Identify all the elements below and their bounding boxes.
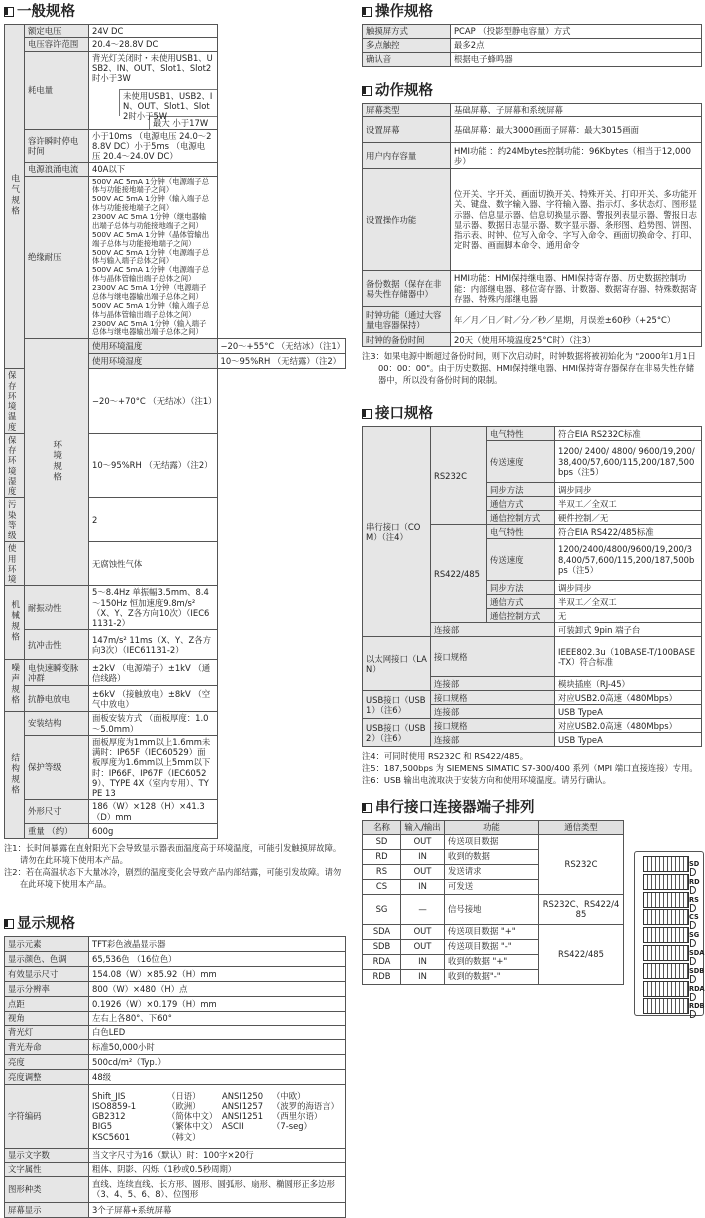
- display-spec-table: [4, 936, 346, 1218]
- section-marker-icon: [362, 803, 372, 813]
- spec-value: HMI功能：HMI保持继电器、HMI保持寄存器、历史数据控制功能：内部继电器、移位寄存器、计数器、数据寄存器、特殊数据寄存器、特殊内部继电器: [451, 271, 702, 307]
- pin-row: SDA OUT 传送项目数据 "+" RS422/485: [363, 924, 624, 939]
- section-marker-icon: [362, 409, 372, 419]
- spec-label: 设置屏幕: [363, 117, 451, 143]
- table-row: [5, 1202, 346, 1217]
- spec-value: 模块插座（RJ-45）: [555, 677, 702, 691]
- group-noise: 噪声规格: [5, 660, 25, 712]
- table-row: [363, 637, 702, 677]
- spec-label: 备份数据（保存在非易失性存储器中）: [363, 271, 451, 307]
- spec-value: 根据电子蜂鸣器: [451, 53, 702, 67]
- table-row: [363, 169, 702, 271]
- spec-value: 10～95%RH （无结露）（注2）: [217, 354, 346, 369]
- operation-spec-heading: 操作规格: [362, 0, 702, 24]
- spec-label: 字符编码: [5, 1084, 89, 1148]
- operation-spec-table: [362, 24, 702, 67]
- spec-label: 时钟的备份时间: [363, 333, 451, 347]
- spec-value: 符合EIA RS232C标准: [555, 427, 702, 441]
- spec-label: 使用环境温度: [89, 339, 218, 354]
- pin-label: RS: [689, 896, 703, 912]
- spec-label: 屏幕类型: [363, 104, 451, 117]
- spec-label: 接口规格: [431, 719, 555, 733]
- spec-label: 绝缘耐压: [25, 176, 89, 339]
- spec-value: 147m/s² 11ms（X、Y、Z各方向3次）（IEC61131-2）: [89, 630, 218, 660]
- spec-label: 文字属性: [5, 1162, 89, 1176]
- spec-label: 使用环境湿度: [89, 354, 218, 369]
- spec-value: −20～+70°C （无结冰）（注1）: [89, 369, 218, 434]
- spec-value: 无: [555, 609, 702, 623]
- pin-layout-heading: 串行接口连接器端子排列: [362, 796, 702, 820]
- spec-value: 调步同步: [555, 483, 702, 497]
- spec-label: 额定电压: [25, 25, 89, 38]
- spec-label: 用户内存容量: [363, 143, 451, 169]
- spec-value: 基础屏幕、子屏幕和系统屏幕: [451, 104, 702, 117]
- pin-terminal: [643, 909, 689, 925]
- spec-value: 年／月／日／时／分／秒／星期，月误差±60秒（+25°C）: [451, 307, 702, 333]
- pin-row: RDA IN 收到的数据 "+": [363, 954, 624, 969]
- spec-value: 面板安装方式 （面板厚度：1.0～5.0mm）: [89, 712, 218, 736]
- spec-value: USB TypeA: [555, 705, 702, 719]
- comm-type: RS422/485: [539, 924, 624, 984]
- spec-label: 通信方式: [487, 497, 555, 511]
- spec-label: 设置操作功能: [363, 169, 451, 271]
- spec-value: HMI功能 ：约24Mbytes控制功能：96Kbytes（相当于12,000步）: [451, 143, 702, 169]
- spec-value: 标准50,000小时: [89, 1039, 346, 1054]
- table-row: [5, 1148, 346, 1162]
- group-mechanical: 机械规格: [5, 586, 25, 660]
- table-row: [363, 719, 702, 733]
- power-value-3: 最大 小于17W: [149, 116, 217, 129]
- spec-value: 符合EIA RS422/485标准: [555, 525, 702, 539]
- spec-value: USB TypeA: [555, 733, 702, 747]
- spec-label: 多点触控: [363, 39, 451, 53]
- display-spec-heading: 显示规格: [4, 912, 346, 936]
- spec-label: 接口规格: [431, 691, 555, 705]
- section-marker-icon: [362, 7, 372, 17]
- pin-label: SD: [689, 860, 703, 876]
- spec-value: 500cd/m²（Typ.）: [89, 1054, 346, 1069]
- spec-label: 图形种类: [5, 1176, 89, 1202]
- pin-row: SD OUT 传送项目数据 RS232C: [363, 834, 624, 849]
- spec-value: 面板厚度为1mm以上1.6mm未满时：IP65F（IEC60529）面板厚度为1.6mm以上5mm以下时：IP66F、IP67F（IEC60529）、TYPE 4X（室内专用）、TYPE 13: [89, 735, 218, 800]
- spec-label: 污染等级: [5, 498, 25, 542]
- spec-label: 重量 （约）: [25, 823, 89, 838]
- spec-value: 无腐蚀性气体: [89, 542, 218, 586]
- connector-diagram: [634, 851, 704, 1016]
- pin-label: SDB: [689, 967, 704, 983]
- pin-label: RDB: [689, 1002, 705, 1018]
- spec-label: 安装结构: [25, 712, 89, 736]
- encoding-row: Shift_JIS （日语） ANSI1250 （中欧）: [92, 1090, 306, 1101]
- table-row: [5, 1176, 346, 1202]
- group-label: 以太网接口（LAN）: [363, 637, 431, 691]
- spec-label: 连接部: [431, 677, 555, 691]
- table-row: [363, 271, 702, 307]
- port-label: RS232C: [431, 427, 487, 525]
- spec-label: 通信控制方式: [487, 609, 555, 623]
- port-label: RS422/485: [431, 525, 487, 623]
- table-row: [5, 1162, 346, 1176]
- spec-value: 20天（使用环境温度25°C时）（注3）: [451, 333, 702, 347]
- pin-row: RS OUT 发送请求: [363, 864, 624, 879]
- table-row: [363, 117, 702, 143]
- section-marker-icon: [4, 919, 14, 929]
- action-spec-heading: 动作规格: [362, 79, 702, 103]
- pin-label: RD: [689, 878, 703, 894]
- right-column: [362, 0, 705, 1011]
- spec-value: 0.1926（W）×0.179（H）mm: [89, 996, 346, 1011]
- spec-label: 电压容许范围: [25, 38, 89, 51]
- spec-value: TFT彩色液晶显示器: [89, 936, 346, 951]
- spec-value: 对应USB2.0高速（480Mbps）: [555, 719, 702, 733]
- pin-terminal: [643, 998, 689, 1014]
- spec-label: 屏幕显示: [5, 1202, 89, 1217]
- spec-label: 视角: [5, 1011, 89, 1025]
- group-label: USB接口（USB2）（注6）: [363, 719, 431, 747]
- spec-value: 600g: [89, 823, 218, 838]
- table-row: [363, 427, 702, 441]
- table-row: [363, 104, 702, 117]
- spec-value: 直线、连续直线、长方形、圆形、圆弧形、扇形、椭圆形正多边形（3、4、5、6、8）、位图形: [89, 1176, 346, 1202]
- table-row: [363, 333, 702, 347]
- spec-value: 小于10ms （电源电压 24.0～28.8V DC）小于5ms （电源电压 20.4～24.0V DC）: [89, 129, 218, 163]
- spec-label: 接口规格: [431, 637, 555, 677]
- spec-label: 外形尺寸: [25, 800, 89, 824]
- spec-label: 确认音: [363, 53, 451, 67]
- spec-value: 基础屏幕：最大3000画面子屏幕：最大3015画面: [451, 117, 702, 143]
- comm-type: RS232C: [539, 834, 624, 894]
- spec-label: 显示元素: [5, 936, 89, 951]
- spec-value: 调步同步: [555, 581, 702, 595]
- insulation-list: 500V AC 5mA 1分钟（电源端子总体与功能接地端子之间） 500V AC 5mA 1分钟（输入端子总体与功能接地端子之间） 2300V AC 5mA 1分钟（继电器输出端子总体与功能接地端子之间） 500V AC 5mA 1分钟（晶体管输出端子总体与功能接地端子之间） 500V AC 5mA 1分钟（电源端子总体与输入端子总体之间） 500V AC 5mA 1分钟（电源端子总体与晶体管输出端子总体之间） 2300V AC 5mA 1分钟（电源端子总体与继电器输出端子总体之间） 500V AC 5mA 1分钟（输入端子总体与晶体管输出端子总体之间） 2300V AC 5mA 1分钟（输入端子总体与继电器输出端子总体之间）: [89, 176, 218, 339]
- spec-value: 1200/ 2400/ 4800/ 9600/19,200/38,400/57,600/115,200/187,500bps（注5）: [555, 441, 702, 483]
- spec-label: 抗冲击性: [25, 630, 89, 660]
- spec-label: 有效显示尺寸: [5, 966, 89, 981]
- interface-spec-table: [362, 426, 702, 747]
- power-cell: [89, 51, 218, 129]
- spec-label: 容许瞬时停电时间: [25, 129, 89, 163]
- pin-header-row: [363, 821, 624, 834]
- spec-value: 可装卸式 9pin 端子台: [555, 623, 702, 637]
- spec-label: 点距: [5, 996, 89, 1011]
- table-row: [5, 951, 346, 966]
- left-column: [4, 0, 346, 1218]
- spec-value: 对应USB2.0高速（480Mbps）: [555, 691, 702, 705]
- column-header: 名称: [363, 821, 401, 834]
- table-row: [5, 1069, 346, 1084]
- table-row: [5, 1011, 346, 1025]
- spec-value: 硬件控制／无: [555, 511, 702, 525]
- spec-label: 抗静电放电: [25, 686, 89, 712]
- pin-row: RD IN 收到的数据: [363, 849, 624, 864]
- spec-label: 耐振动性: [25, 586, 89, 630]
- pin-row: CS IN 可发送: [363, 879, 624, 894]
- spec-value: 48级: [89, 1069, 346, 1084]
- pin-terminal: [643, 981, 689, 997]
- spec-value: 65,536色 （16位色）: [89, 951, 346, 966]
- spec-label: 通信方式: [487, 595, 555, 609]
- pin-terminal: [643, 892, 689, 908]
- pin-terminal: [643, 874, 689, 890]
- encoding-row: ISO8859-1 （欧洲） ANSI1257 （波罗的海语言）: [92, 1100, 339, 1111]
- spec-value: 20.4～28.8V DC: [89, 38, 218, 51]
- pin-terminal: [643, 856, 689, 872]
- section-marker-icon: [4, 7, 14, 17]
- spec-label: 触摸屏方式: [363, 25, 451, 39]
- spec-label: 耗电量: [25, 51, 89, 129]
- column-header: 通信类型: [539, 821, 624, 834]
- group-environment: 环境规格: [25, 339, 89, 586]
- table-row: [5, 1039, 346, 1054]
- table-row: [5, 936, 346, 951]
- spec-value: −20～+55°C （无结冰）（注1）: [217, 339, 346, 354]
- spec-label: 连接部: [431, 623, 555, 637]
- column-header: 输入/输出: [401, 821, 445, 834]
- table-row: [363, 25, 702, 39]
- pin-label: SG: [689, 931, 703, 947]
- spec-label: 背光灯: [5, 1025, 89, 1039]
- spec-label: 电气特性: [487, 525, 555, 539]
- general-spec-heading: 一般规格: [4, 0, 346, 24]
- spec-value: 白色LED: [89, 1025, 346, 1039]
- spec-label: 保护等级: [25, 735, 89, 800]
- spec-label: 连接部: [431, 705, 555, 719]
- spec-value: 半双工／全双工: [555, 595, 702, 609]
- table-row: [363, 307, 702, 333]
- table-row: [363, 39, 702, 53]
- spec-label: 通信控制方式: [487, 511, 555, 525]
- table-row: [5, 996, 346, 1011]
- encoding-list: [89, 1084, 346, 1148]
- spec-value: 10～95%RH （无结露）（注2）: [89, 433, 218, 498]
- spec-label: 同步方法: [487, 483, 555, 497]
- spec-value: 1200/2400/4800/9600/19,200/38,400/57,600/115,200/187,500bps（注5）: [555, 539, 702, 581]
- spec-label: 电快速瞬变脉冲群: [25, 660, 89, 686]
- pin-terminal: [643, 927, 689, 943]
- interface-notes: 注4：可同时使用 RS232C 和 RS422/485。 注5：187,500bps 为 SIEMENS SIMATIC S7-300/400 系列（MPI 端口直接连接）专用。 注6：USB 输出电流取决于安装方向和使用环境温度。请另行确认。: [362, 751, 698, 786]
- spec-label: 传送速度: [487, 539, 555, 581]
- pin-row: RDB IN 收到的数据"-": [363, 969, 624, 984]
- table-row: [363, 53, 702, 67]
- group-electrical: 电气规格: [5, 25, 25, 369]
- spec-value: 半双工／全双工: [555, 497, 702, 511]
- table-row: [363, 143, 702, 169]
- spec-label: 背光寿命: [5, 1039, 89, 1054]
- pin-table: [362, 820, 624, 984]
- encoding-row: KSC5601 （韩文）: [92, 1131, 201, 1142]
- table-row: [5, 966, 346, 981]
- table-row: [363, 691, 702, 705]
- power-value-1: 背光灯关闭时・未使用USB1、USB2、IN、OUT、Slot1、Slot2时小于3W: [92, 52, 213, 83]
- interface-spec-heading: 接口规格: [362, 402, 702, 426]
- spec-value: 当文字尺寸为16（默认）时：100字×20行: [89, 1148, 346, 1162]
- spec-value: IEEE802.3u（10BASE-T/100BASE-TX）符合标准: [555, 637, 702, 677]
- comm-type: RS232C、RS422/485: [539, 894, 624, 924]
- spec-label: 时钟功能（通过大容量电容器保持）: [363, 307, 451, 333]
- spec-label: 亮度调整: [5, 1069, 89, 1084]
- group-label: USB接口（USB1）（注6）: [363, 691, 431, 719]
- pin-label: SDA: [689, 949, 704, 965]
- action-note: 注3：如果电源中断超过备份时间，则下次启动时，时钟数据将被初始化为 "2000年1月1日 00：00：00"。由于历史数据、HMI保持继电器、HMI保持寄存器保存在非易失性存储器中，所以没有备份时间的限制。: [362, 351, 696, 386]
- pin-label: CS: [689, 913, 703, 929]
- spec-label: 电源浪涌电流: [25, 163, 89, 176]
- spec-value: 位开关、字开关、画面切换开关、特殊开关、打印开关、多功能开关、键盘、数字输入器、字符输入器、指示灯、多状态灯、图形显示器、信息显示器、信息切换显示器、警报列表显示器、警报日志显示器、数据日志显示器、数字显示器、条形图、趋势图、饼图、指示表、时钟、位写入命令、字写入命令、画面切换命令、打印、定时器、画面脚本命令、通用命令: [451, 169, 702, 271]
- spec-value: 左右上各80°、下60°: [89, 1011, 346, 1025]
- spec-label: 亮度: [5, 1054, 89, 1069]
- spec-value: 800（W）×480（H）点: [89, 981, 346, 996]
- spec-value: 2: [89, 498, 218, 542]
- pin-row: SDB OUT 传送项目数据 "-": [363, 939, 624, 954]
- spec-label: 保存环境温度: [5, 369, 25, 434]
- spec-value: ±6kV （接触放电）±8kV （空气中放电）: [89, 686, 218, 712]
- group-structure: 结构规格: [5, 712, 25, 839]
- power-value-2: 未使用USB1、USB2、IN、OUT、Slot1、Slot2时小于5W: [119, 89, 217, 116]
- encoding-row: BIG5 （繁体中文） ASCII （7-seg）: [92, 1121, 312, 1132]
- pin-terminal: [643, 945, 689, 961]
- table-row: [5, 1054, 346, 1069]
- spec-value: 3个子屏幕+系统屏幕: [89, 1202, 346, 1217]
- spec-value: PCAP （投影型静电容量）方式: [451, 25, 702, 39]
- encoding-row: GB2312 （简体中文） ANSI1251 （西里尔语）: [92, 1111, 323, 1122]
- pin-row: SG — 信号接地 RS232C、RS422/485: [363, 894, 624, 924]
- pin-label: RDA: [689, 985, 705, 1001]
- serial-label: 串行接口（COM）（注4）: [363, 427, 431, 637]
- spec-value: 186（W）×128（H）×41.3（D）mm: [89, 800, 218, 824]
- spec-label: 保存环境湿度: [5, 433, 25, 498]
- spec-value: ±2kV （电源端子）±1kV （通信线路）: [89, 660, 218, 686]
- spec-label: 电气特性: [487, 427, 555, 441]
- spec-label: 显示颜色、色调: [5, 951, 89, 966]
- spec-value: 24V DC: [89, 25, 218, 38]
- spec-value: 5～8.4Hz 单振幅3.5mm、8.4～150Hz 恒加速度9.8m/s²（X、Y、Z各方向10次）（IEC61131-2）: [89, 586, 218, 630]
- section-marker-icon: [362, 86, 372, 96]
- action-spec-table: [362, 103, 702, 347]
- spec-label: 同步方法: [487, 581, 555, 595]
- spec-value: 粗体、阴影、闪烁（1秒或0.5秒周期）: [89, 1162, 346, 1176]
- spec-label: 显示文字数: [5, 1148, 89, 1162]
- spec-value: 40A以下: [89, 163, 218, 176]
- spec-value: 154.08（W）×85.92（H）mm: [89, 966, 346, 981]
- table-row: [5, 1025, 346, 1039]
- general-notes: 注1：长时间暴露在直射阳光下会导致显示器表面温度高于环境温度，可能引发触摸屏故障。请勿在此环境下使用本产品。 注2：若在高温状态下大量冰冷，剧烈的温度变化会导致产品内部结露，可能引发故障。请勿在此环境下使用本产品。: [4, 842, 342, 889]
- table-row: [5, 981, 346, 996]
- spec-label: 使用环境: [5, 542, 25, 586]
- spec-label: 传送速度: [487, 441, 555, 483]
- pin-terminal: [643, 963, 689, 979]
- column-header: 功能: [445, 821, 539, 834]
- spec-label: 连接部: [431, 733, 555, 747]
- spec-label: 显示分辨率: [5, 981, 89, 996]
- general-spec-table: [4, 24, 346, 839]
- spec-value: 最多2点: [451, 39, 702, 53]
